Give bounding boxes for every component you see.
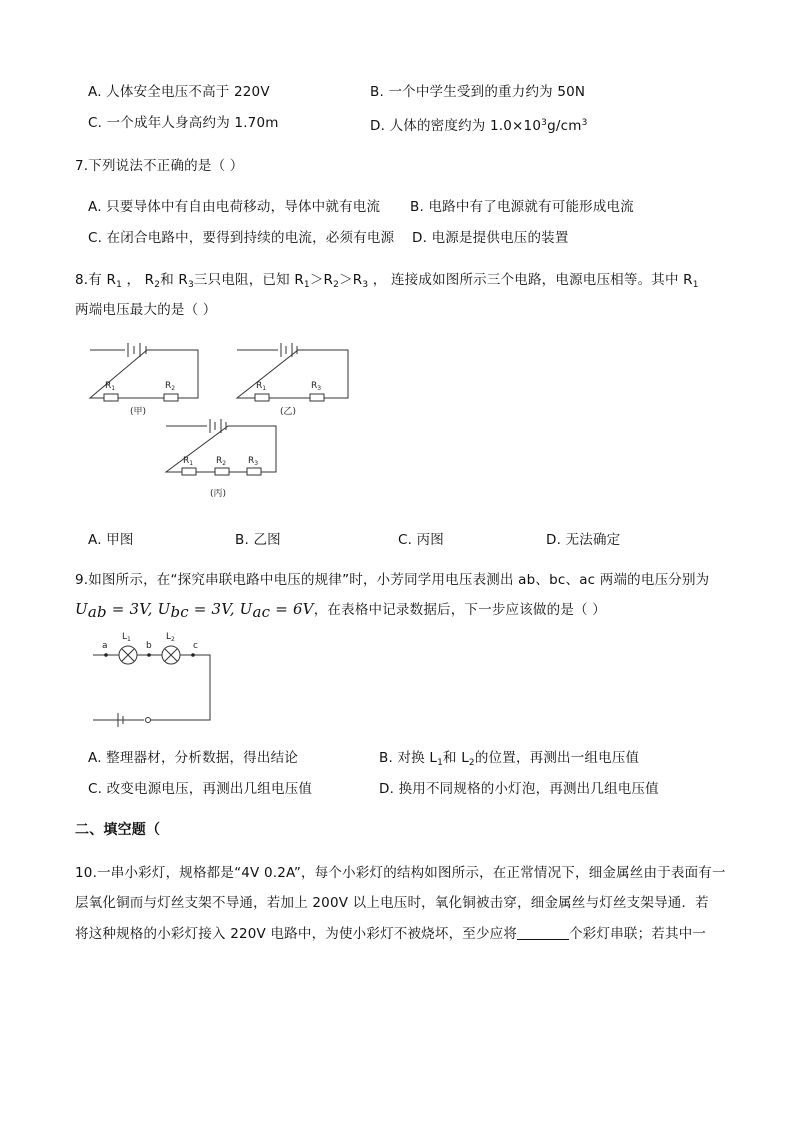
- circuit-bing-r1-label: $R_1$: [183, 456, 194, 467]
- q9-circuit-wire: [93, 655, 210, 720]
- q10-line3: 将这种规格的小彩灯接入 220V 电路中，为使小彩灯不被烧坏，至少应将 个彩灯串联；若其中一: [75, 926, 707, 942]
- q8-stem-line2: 两端电压最大的是（ ）: [75, 302, 217, 318]
- point-a-label: a: [102, 641, 108, 651]
- circuit-bing-r2-label: $R_2$: [216, 456, 227, 467]
- q7-option-b: B. 电路中有了电源就有可能形成电流: [410, 199, 634, 215]
- circuit-jia-r2-label: $R_2$: [165, 381, 176, 392]
- q8-circuit-diagrams: [80, 336, 360, 506]
- q8-option-b: B. 乙图: [235, 532, 281, 548]
- point-a-dot: [104, 653, 108, 657]
- circuit-yi-wire: [237, 350, 348, 398]
- section-heading-fill-in: 二、填空题（: [75, 822, 161, 838]
- point-b-dot: [147, 653, 151, 657]
- circuit-yi-r3: [310, 394, 324, 401]
- circuit-yi-r3-label: $R_3$: [311, 381, 322, 392]
- circuit-bing-r1: [182, 468, 196, 475]
- point-b-label: b: [146, 641, 152, 651]
- circuit-bing-r3: [247, 468, 261, 475]
- circuit-yi-r1: [255, 394, 269, 401]
- q10-line1: 10.一串小彩灯，规格都是“4V 0.2A”，每个小彩灯的结构如图所示，在正常情况下，细金属丝由于表面有一: [75, 865, 726, 881]
- q7-option-d: D. 电源是提供电压的装置: [412, 230, 569, 246]
- q9-stem-line1: 9.如图所示，在“探究串联电路中电压的规律”时，小芳同学用电压表测出 ab、bc、ac 两端的电压分别为: [75, 572, 710, 588]
- answer-blank[interactable]: [517, 926, 569, 940]
- q9-option-a: A. 整理器材，分析数据，得出结论: [88, 750, 298, 766]
- circuit-bing-r3-label: $R_3$: [248, 456, 259, 467]
- q8-option-a: A. 甲图: [88, 532, 134, 548]
- q7-option-c: C. 在闭合电路中，要得到持续的电流，必须有电源: [88, 230, 395, 246]
- point-c-dot: [191, 653, 195, 657]
- q7-stem: 7.下列说法不正确的是（ ）: [75, 158, 244, 174]
- q9-option-c: C. 改变电源电压，再测出几组电压值: [88, 781, 313, 797]
- circuit-yi-r1-label: $R_1$: [256, 381, 267, 392]
- q8-option-c: C. 丙图: [398, 532, 445, 548]
- circuit-jia-r1: [104, 394, 118, 401]
- q6-option-b: B. 一个中学生受到的重力约为 50N: [370, 84, 586, 100]
- q9-stem-line2: Uab = 3V, Ubc = 3V, Uac = 6V，在表格中记录数据后，下一步应该做的是（ ）: [75, 600, 606, 621]
- circuit-bing-r2: [215, 468, 229, 475]
- circuit-jia-r2: [164, 394, 178, 401]
- q6-option-a: A. 人体安全电压不高于 220V: [88, 84, 270, 100]
- circuit-bing-caption: (丙): [210, 489, 227, 499]
- circuit-jia-r1-label: $R_1$: [105, 381, 116, 392]
- q6-option-d: D. 人体的密度约为 $1.0\times 10^3g/cm^3$: [370, 118, 588, 134]
- q8-stem-line1: 8.有 $R_1$ ， $R_2$和 $R_3$三只电阻，已知 $R_1>R_2>R_3$ ， 连接成如图所示三个电路，电源电压相等。其中 $R_1$: [75, 272, 699, 290]
- q10-line2: 层氧化铜而与灯丝支架不导通，若加上 200V 以上电压时，氧化铜被击穿，细金属丝与灯丝支架导通．若: [75, 895, 709, 911]
- circuit-jia-caption: (甲): [130, 407, 147, 417]
- lamp-l2-label: $L_2$: [166, 632, 175, 643]
- lamp-l1-label: $L_1$: [122, 632, 131, 643]
- q9-option-b: B. 对换 $L_1$和 $L_2$的位置，再测出一组电压值: [379, 750, 640, 768]
- circuit-yi-caption: (乙): [280, 407, 297, 417]
- q9-switch-terminal: [146, 718, 151, 723]
- q6-option-c: C. 一个成年人身高约为 1.70m: [88, 115, 279, 131]
- q9-option-d: D. 换用不同规格的小灯泡，再测出几组电压值: [379, 781, 659, 797]
- q9-series-circuit-diagram: [86, 628, 221, 728]
- q8-option-d: D. 无法确定: [546, 532, 621, 548]
- q7-option-a: A. 只要导体中有自由电荷移动，导体中就有电流: [88, 199, 381, 215]
- point-c-label: c: [193, 641, 198, 651]
